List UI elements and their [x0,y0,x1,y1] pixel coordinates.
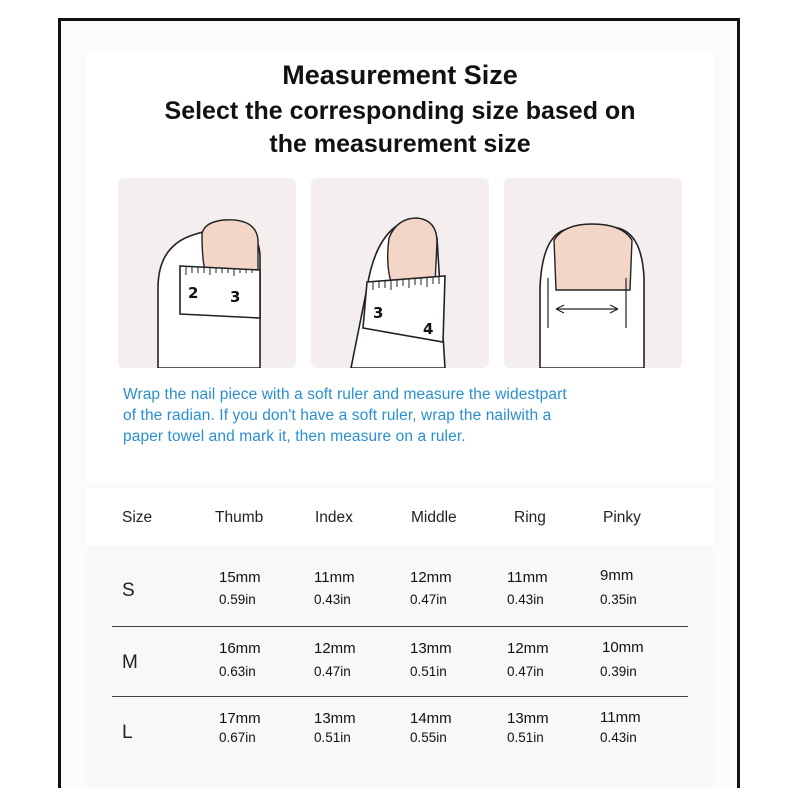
row-divider [112,626,688,627]
cell-in: 0.47in [314,664,351,679]
cell-mm: 17mm [219,710,261,727]
header-middle: Middle [411,509,457,526]
header-pinky: Pinky [603,509,641,526]
page-title: Measurement Size [282,60,518,90]
cell-in: 0.63in [219,664,256,679]
finger-ruler-side-icon [118,178,296,368]
cell-mm: 16mm [219,640,261,657]
cell-in: 0.51in [507,730,544,745]
ruler-mark: 4 [423,320,434,338]
illustration-index-ruler [311,178,489,368]
instruction-line: Wrap the nail piece with a soft ruler and measure the widestpart [123,386,567,403]
cell-mm: 9mm [600,567,634,584]
finger-ruler-angle-icon [311,178,489,368]
cell-mm: 12mm [507,640,549,657]
measurement-instruction [123,384,713,447]
cell-mm: 10mm [602,639,644,656]
cell-in: 0.43in [314,592,351,607]
row-divider [112,696,688,697]
cell-mm: 11mm [600,709,641,726]
ruler-mark: 3 [230,288,241,306]
cell-mm: 11mm [507,569,548,586]
cell-in: 0.39in [600,664,637,679]
row-size-label: S [122,580,135,601]
cell-mm: 12mm [314,640,356,657]
header-thumb: Thumb [215,509,264,526]
subtitle-line-1: Select the corresponding size based on [164,97,636,125]
ruler-mark: 2 [188,284,199,302]
cell-mm: 14mm [410,710,452,727]
cell-mm: 13mm [507,710,549,727]
cell-in: 0.47in [410,592,447,607]
subtitle-line-2: the measurement size [269,130,531,158]
cell-in: 0.47in [507,664,544,679]
illustration-nail-width [504,178,682,368]
cell-mm: 13mm [314,710,356,727]
cell-mm: 13mm [410,640,452,657]
cell-in: 0.67in [219,730,256,745]
cell-in: 0.35in [600,592,637,607]
row-size-label: M [122,652,138,673]
instruction-line: paper towel and mark it, then measure on a ruler. [123,428,466,445]
header-size: Size [122,509,153,526]
nail-width-arrow-icon [504,178,682,368]
header-index: Index [315,509,353,526]
row-size-label: L [122,722,133,743]
instruction-line: of the radian. If you don't have a soft ruler, wrap the nailwith a [123,407,552,424]
cell-mm: 15mm [219,569,261,586]
illustration-thumb-ruler [118,178,296,368]
cell-in: 0.51in [410,664,447,679]
cell-in: 0.59in [219,592,256,607]
cell-mm: 12mm [410,569,452,586]
cell-in: 0.43in [600,730,637,745]
cell-in: 0.55in [410,730,447,745]
page-subtitle [0,95,800,161]
cell-in: 0.51in [314,730,351,745]
header-ring: Ring [514,509,546,526]
ruler-mark: 3 [373,304,384,322]
cell-mm: 11mm [314,569,355,586]
cell-in: 0.43in [507,592,544,607]
